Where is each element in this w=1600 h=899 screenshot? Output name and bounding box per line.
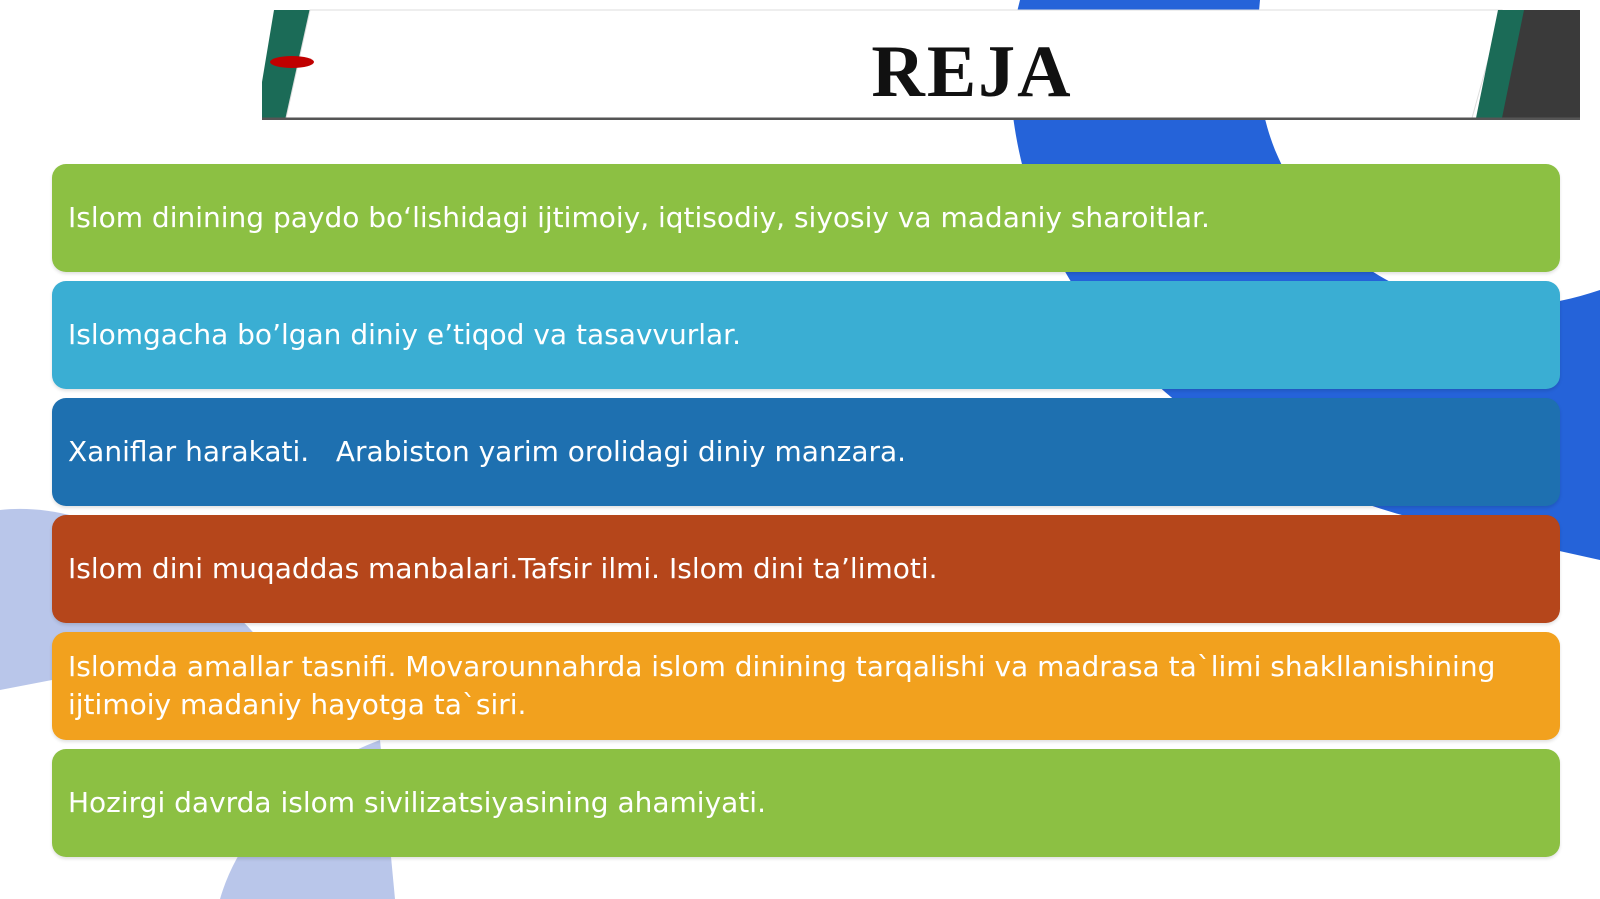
list-item xyxy=(52,632,1560,740)
list-item-text: Xaniflar harakati. Arabiston yarim orolidagi diniy manzara. xyxy=(68,435,907,468)
list-item-text: Islom dini muqaddas manbalari.Tafsir ilmi. Islom dini ta’limoti. xyxy=(68,552,938,585)
plan-list xyxy=(52,164,1560,866)
list-item-text: Hozirgi davrda islom sivilizatsiyasining ahamiyati. xyxy=(68,786,766,819)
list-item-text: Islomgacha bo’lgan diniy e’tiqod va tasavvurlar. xyxy=(68,318,742,351)
list-item xyxy=(52,515,1560,623)
list-item xyxy=(52,749,1560,857)
list-item-text: Islom dinining paydo bo‘lishidagi ijtimoiy, iqtisodiy, siyosiy va madaniy sharoitlar. xyxy=(68,201,1210,234)
red-dot-accent xyxy=(270,56,314,68)
title-banner xyxy=(262,8,1582,120)
page-title: REJA xyxy=(871,31,1073,113)
list-item-text: Islomda amallar tasnifi. Movarounnahrda islom dinining tarqalishi va madrasa ta`limi shakllanishining ijtimoiy madaniy hayotga ta`siri. xyxy=(68,650,1496,721)
list-item xyxy=(52,281,1560,389)
list-item xyxy=(52,164,1560,272)
list-item xyxy=(52,398,1560,506)
